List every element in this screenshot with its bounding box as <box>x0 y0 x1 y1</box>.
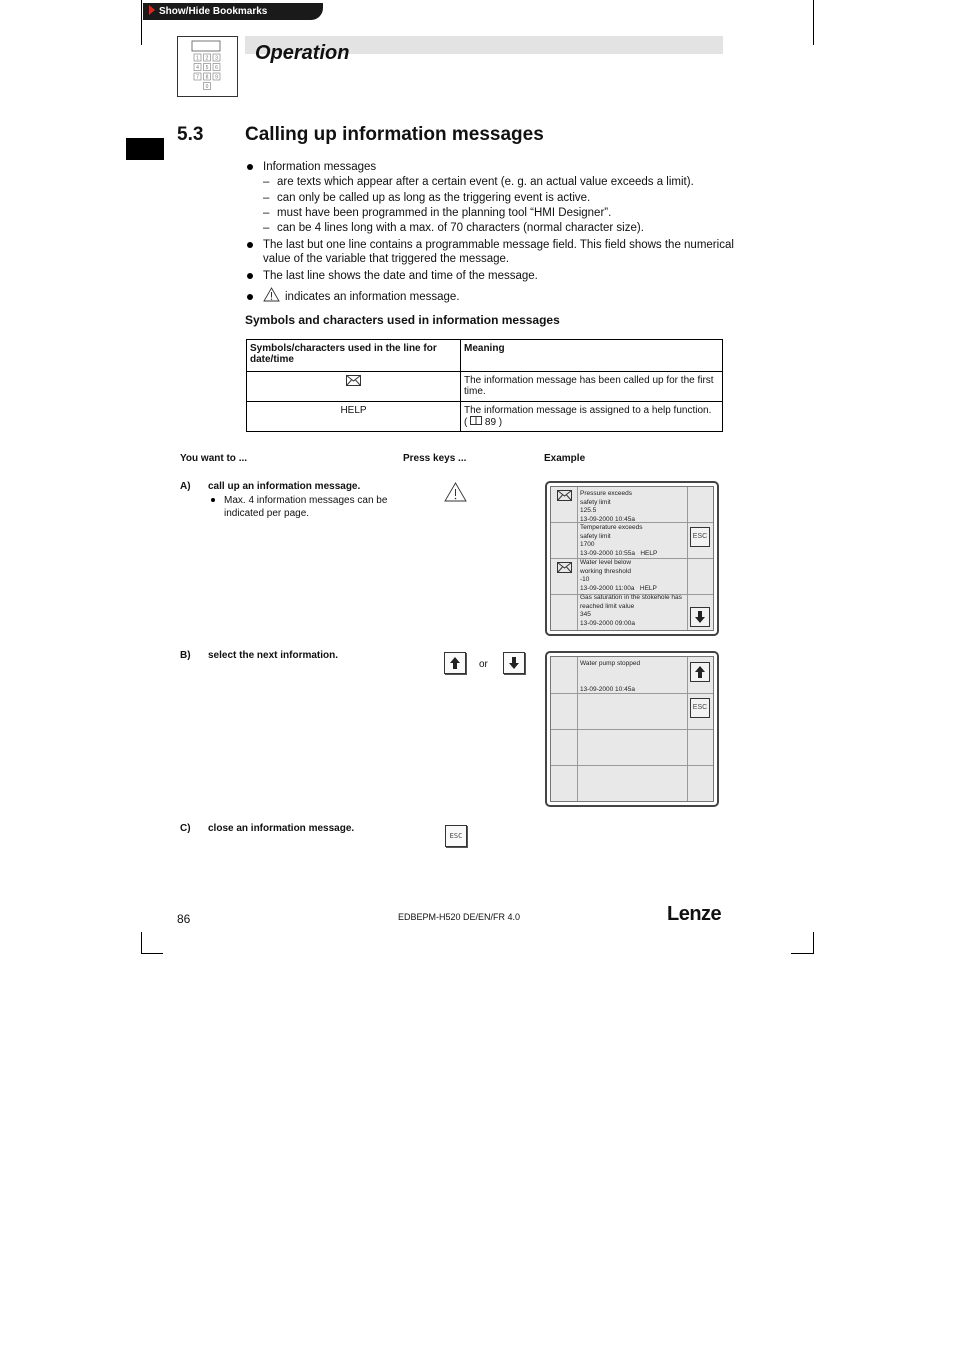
table-header-cell: Meaning <box>461 340 723 372</box>
arrow-up-icon <box>691 663 709 681</box>
crop-mark <box>141 932 142 954</box>
crop-mark <box>813 932 814 954</box>
arrow-up-icon <box>445 653 465 673</box>
message-row <box>551 729 713 766</box>
message-line: Water pump stopped <box>580 660 641 667</box>
keypad-key-label: 1 <box>196 55 199 62</box>
sub-bullet-text: are texts which appear after a certain event (e. g. an actual value exceeds a limit). <box>277 176 694 188</box>
crop-mark <box>813 0 814 45</box>
step-label: B) <box>180 650 191 661</box>
dash: – <box>263 176 270 188</box>
table-cell: HELP <box>247 402 461 432</box>
page-reference: 89 ) <box>484 417 503 428</box>
arrow-up-key[interactable] <box>444 652 466 674</box>
message-line: 125.5 <box>580 507 597 515</box>
bullet-text: Information messages <box>263 161 377 173</box>
esc-key[interactable]: ESC <box>445 825 467 847</box>
message-line: Water level below <box>580 559 632 566</box>
message-line: Gas saturation in the stokehole has <box>580 594 682 601</box>
message-line: 345 <box>580 611 591 619</box>
step-note: indicated per page. <box>224 508 310 519</box>
section-number: 5.3 <box>177 124 204 145</box>
keypad-key-label: 4 <box>196 65 199 71</box>
arrow-down-icon <box>691 608 709 626</box>
message-line: working threshold <box>580 567 631 575</box>
help-marker: HELP <box>639 584 657 592</box>
keypad-device-icon <box>177 36 238 97</box>
envelope-icon <box>557 490 572 501</box>
step-label: A) <box>180 481 191 492</box>
message-date <box>580 550 657 559</box>
keypad-key-label: 8 <box>205 74 209 81</box>
keypad-key-label: 5 <box>205 65 209 71</box>
or-text: or <box>479 659 488 670</box>
symbols-table <box>246 339 723 432</box>
message-date: 13-09-2000 10:45a <box>580 686 635 693</box>
bullet <box>247 242 253 248</box>
document-code: EDBEPM-H520 DE/EN/FR 4.0 <box>398 912 521 922</box>
message-line: Pressure exceeds <box>580 490 633 497</box>
column-header: Press keys ... <box>403 453 467 464</box>
keypad-key-label: 6 <box>215 65 218 71</box>
page-number: 86 <box>177 912 191 926</box>
message-date: 13-09-2000 09:00a <box>580 619 635 627</box>
sub-bullet-text: must have been programmed in the planning tool “HMI Designer”. <box>277 207 612 219</box>
esc-button[interactable]: ESC <box>690 698 710 718</box>
crop-mark <box>141 953 163 954</box>
bullet <box>247 273 253 279</box>
keypad-key-label: 0 <box>205 84 209 90</box>
step-text: call up an information message. <box>208 481 361 492</box>
table-cell: The information message has been called up for the first time. <box>461 372 723 402</box>
bullet-text: The last but one line contains a programmable message field. This field shows the numerical <box>263 239 734 251</box>
column-header: Example <box>544 453 586 464</box>
dash: – <box>263 222 270 234</box>
bullet-text: value of the variable that triggered the message. <box>263 253 510 265</box>
bullet-text: The last line shows the date and time of the message. <box>263 270 538 282</box>
table-heading: Symbols and characters used in information messages <box>245 313 560 327</box>
warning-icon <box>263 287 280 302</box>
message-date: 13-09-2000 10:45a <box>580 515 635 523</box>
sub-bullet-text: can only be called up as long as the triggering event is active. <box>277 192 591 204</box>
section-marker <box>126 138 164 160</box>
triangle-right-icon <box>149 5 155 15</box>
table-cell <box>461 402 723 432</box>
date-text: 13-09-2000 11:00a <box>580 584 635 592</box>
bullet <box>247 294 253 300</box>
table-cell <box>247 372 461 402</box>
message-text <box>580 490 635 524</box>
date-text: 13-09-2000 10:55a <box>580 549 635 557</box>
message-text <box>580 594 682 628</box>
help-marker: HELP <box>640 549 658 557</box>
arrow-up-button[interactable] <box>690 662 710 682</box>
meaning-text: The information message is assigned to a help function. <box>464 405 712 416</box>
warning-key-icon[interactable] <box>444 482 467 502</box>
message-line: safety limit <box>580 532 611 540</box>
keypad-key-label: 7 <box>196 74 199 81</box>
message-date <box>580 585 657 594</box>
column-header: You want to ... <box>180 453 248 464</box>
example-screen-messages <box>545 481 719 636</box>
keypad-key-label: 3 <box>215 55 218 62</box>
dash: – <box>263 207 270 219</box>
message-line: reached limit value <box>580 602 635 610</box>
step-text: select the next information. <box>208 650 339 661</box>
crop-mark <box>791 953 813 954</box>
message-line: Temperature exceeds <box>580 524 643 531</box>
step-text: close an information message. <box>208 823 355 834</box>
sub-bullet-text: can be 4 lines long with a max. of 70 characters (normal character size). <box>277 222 644 234</box>
book-icon <box>470 416 482 425</box>
keypad-key-label: 2 <box>205 55 209 62</box>
bookmark-label: Show/Hide Bookmarks <box>159 6 268 17</box>
step-label: C) <box>180 823 191 834</box>
envelope-icon <box>346 375 361 386</box>
screen-display <box>550 656 714 802</box>
lenze-logo: Lenze <box>667 903 722 925</box>
bullet <box>247 164 253 170</box>
keypad-key-label: 9 <box>215 74 218 81</box>
screen-display <box>550 486 714 631</box>
message-line: safety limit <box>580 498 611 506</box>
message-text <box>580 524 657 558</box>
bullet-text: indicates an information message. <box>285 291 460 303</box>
message-line: -10 <box>580 576 590 584</box>
section-title: Calling up information messages <box>245 124 544 145</box>
example-screen-next <box>545 651 719 807</box>
show-hide-bookmarks-button[interactable] <box>143 3 323 20</box>
crop-mark <box>141 0 142 45</box>
step-note: Max. 4 information messages can be <box>224 495 388 506</box>
table-header-cell: Symbols/characters used in the line for date/time <box>247 340 461 372</box>
arrow-down-key[interactable] <box>503 652 525 674</box>
page-header-title: Operation <box>255 42 350 64</box>
message-line: 1700 <box>580 541 595 549</box>
message-text <box>580 559 657 593</box>
dash: – <box>263 192 270 204</box>
envelope-icon <box>557 562 572 573</box>
arrow-down-button[interactable] <box>690 607 710 627</box>
meaning-text: ( <box>464 417 471 428</box>
bullet <box>211 498 215 502</box>
esc-button[interactable]: ESC <box>690 527 710 547</box>
arrow-down-icon <box>504 653 524 673</box>
message-row <box>551 693 713 730</box>
